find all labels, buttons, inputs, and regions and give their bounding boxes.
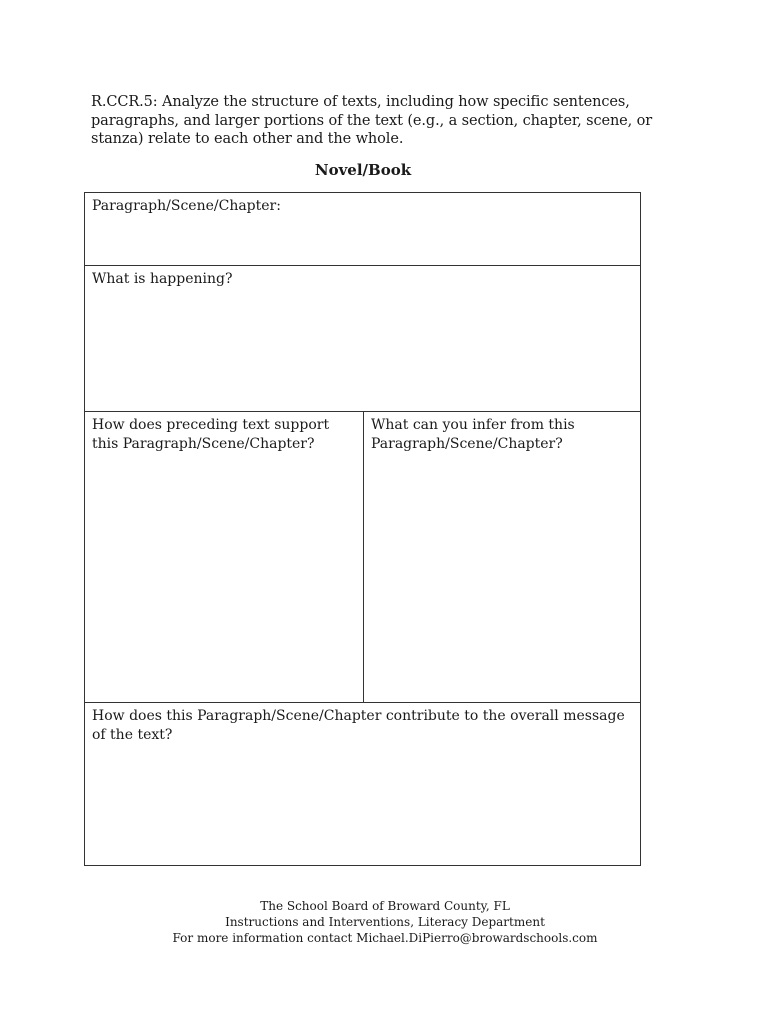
what-is-happening-cell[interactable] bbox=[85, 266, 640, 412]
standard-description: R.CCR.5: Analyze the structure of texts, including how specific sentences, paragraphs, and larger portions of the text (e.g., a section, chapter, scene, or stanza) relate to each other and the whole. bbox=[91, 94, 653, 147]
page-footer bbox=[84, 898, 686, 946]
overall-message-label: How does this Paragraph/Scene/Chapter contribute to the overall message of the text? bbox=[92, 708, 625, 743]
what-is-happening-label: What is happening? bbox=[92, 271, 233, 287]
infer-label: What can you infer from this Paragraph/Scene/Chapter? bbox=[371, 417, 575, 452]
organizer-heading: Novel/Book bbox=[314, 161, 412, 179]
footer-contact: For more information contact Michael.DiPierro@browardschools.com bbox=[172, 931, 598, 945]
paragraph-scene-chapter-label: Paragraph/Scene/Chapter: bbox=[92, 198, 281, 214]
paragraph-scene-chapter-cell[interactable] bbox=[85, 193, 640, 266]
footer-school-board: The School Board of Broward County, FL bbox=[260, 899, 510, 913]
footer-department: Instructions and Interventions, Literacy Department bbox=[225, 915, 545, 929]
graphic-organizer-table bbox=[84, 192, 641, 866]
infer-cell[interactable] bbox=[363, 412, 640, 703]
overall-message-cell[interactable] bbox=[85, 703, 640, 865]
preceding-text-support-cell[interactable] bbox=[85, 412, 363, 703]
preceding-text-support-label: How does preceding text support this Paragraph/Scene/Chapter? bbox=[92, 417, 330, 452]
